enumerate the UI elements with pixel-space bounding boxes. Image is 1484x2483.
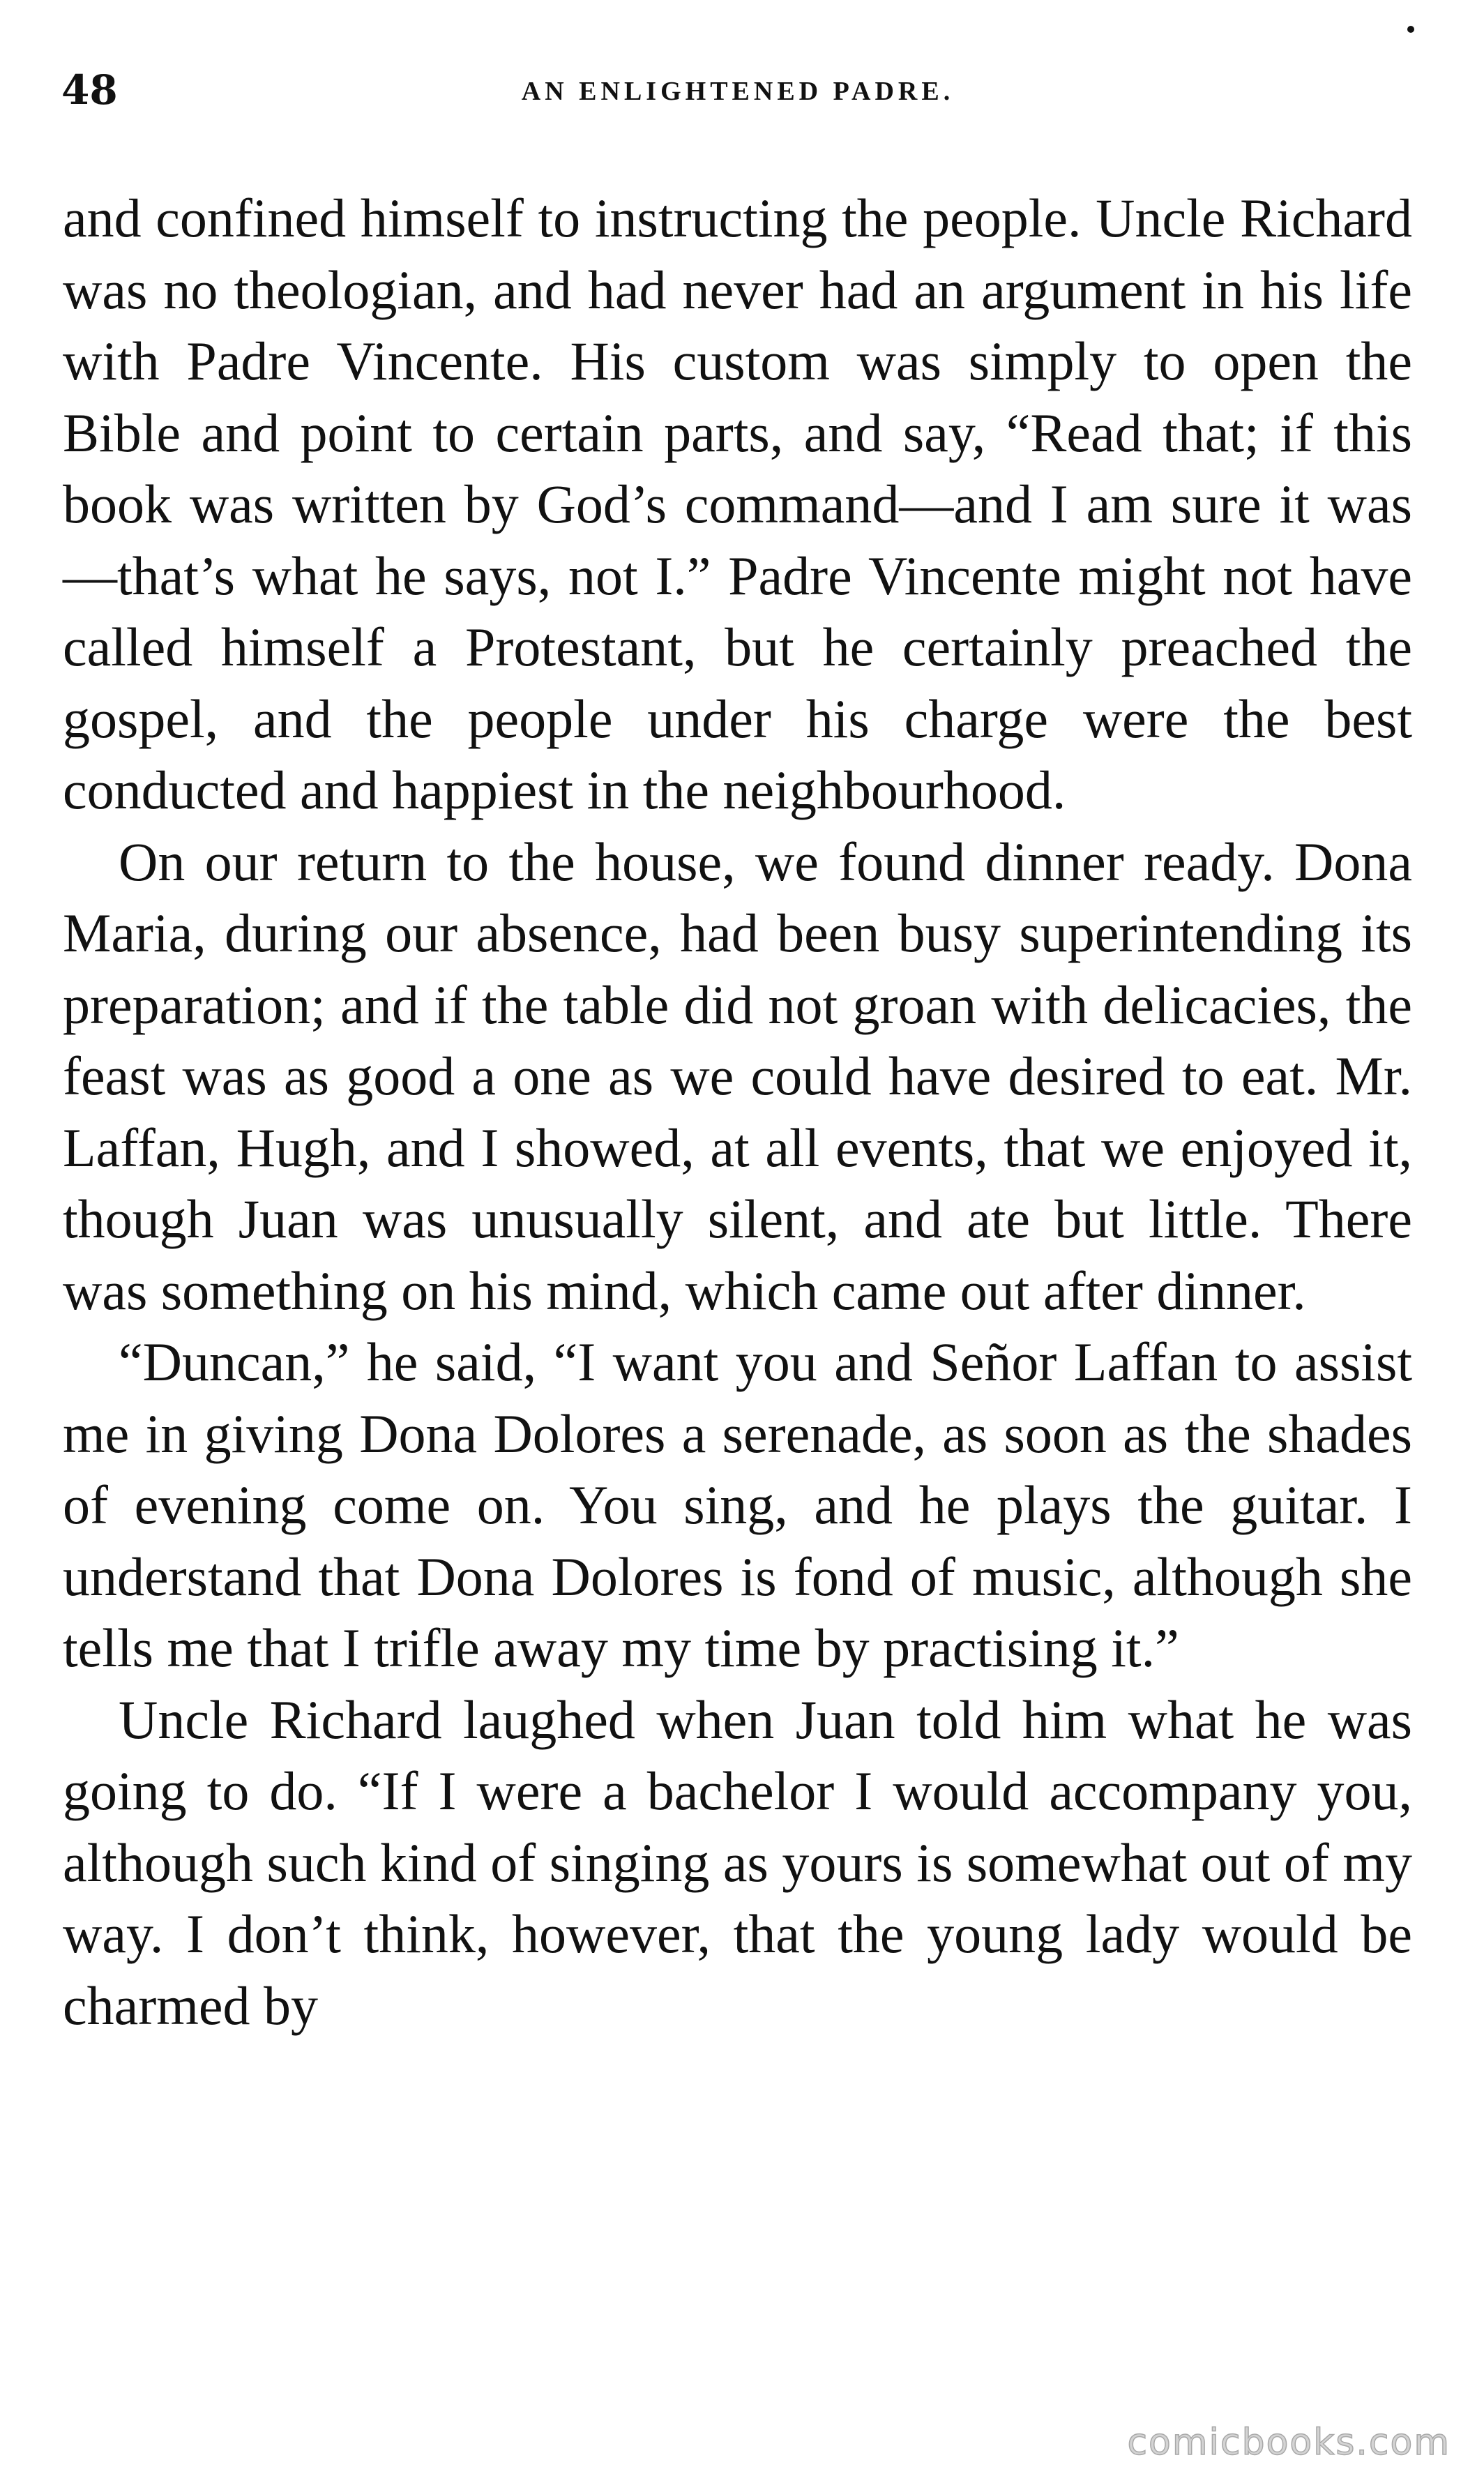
paragraph-continuation: and confined himself to instructing the people. Uncle Richard was no theologian, and had never had an argument in his life with Padre Vincente. His custom was simply to open the Bible and point to certain parts, and say, “Read that; if this book was written by God’s command—and I am sure it was—that’s what he says, not I.” Padre Vincente might not have called himself a Protestant, but he certainly preached the gospel, and the people under his charge were the best conducted and happiest in the neighbourhood.: [63, 188, 1412, 820]
corner-mark: [1407, 26, 1414, 33]
paragraph-duncan-quote: “Duncan,” he said, “I want you and Señor Laffan to assist me in giving Dona Dolores a serenade, as soon as the shades of evening come on. You sing, and he plays the guitar. I understand that Dona Dolores is fond of music, although she tells me that I trifle away my time by practising it.”: [63, 1331, 1412, 1678]
page-header: [61, 66, 1414, 122]
running-title: AN ENLIGHTENED PADRE.: [521, 77, 955, 106]
body-text: [63, 183, 1412, 2042]
paragraph-dinner: On our return to the house, we found dinner ready. Dona Maria, during our absence, had been busy superintending its preparation; and if the table did not groan with delicacies, the feast was as good a one as we could have desired to eat. Mr. Laffan, Hugh, and I showed, at all events, that we enjoyed it, though Juan was unusually silent, and ate but little. There was something on his mind, which came out after dinner.: [63, 831, 1412, 1321]
page-number: 48: [61, 66, 118, 114]
watermark: comicbooks.com: [1127, 2422, 1451, 2463]
paragraph-uncle-richard: Uncle Richard laughed when Juan told him what he was going to do. “If I were a bachelor I would accompany you, although such kind of singing as yours is somewhat out of my way. I don’t think, however, that the young lady would be charmed by: [63, 1689, 1412, 2036]
